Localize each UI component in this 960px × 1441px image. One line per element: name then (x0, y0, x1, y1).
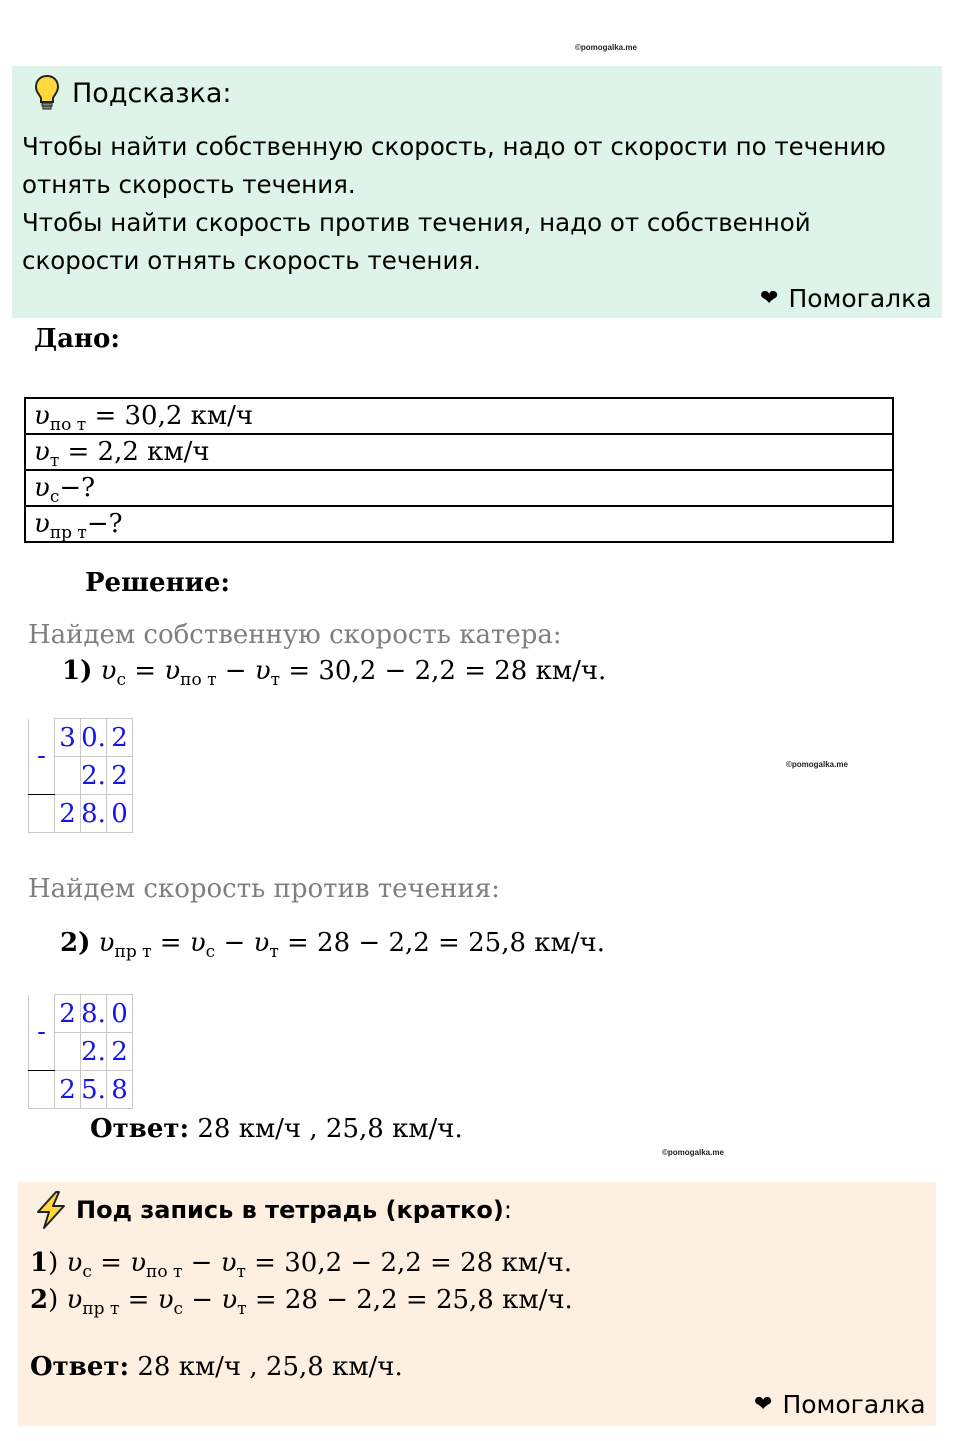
given-table (24, 397, 894, 543)
minus-sign: - (29, 719, 55, 795)
notebook-line-2: 2) $\upsilon_{пр т} = \upsilon_с - \upsilon_т = 28 - 2,2 = 25,8$ км/ч. (30, 1285, 573, 1319)
digit-cell: 2 (107, 1033, 133, 1071)
given-title: Дано: (34, 324, 120, 354)
lightbulb-icon (34, 74, 60, 112)
empty-cell (29, 795, 55, 833)
hint-text (22, 128, 922, 280)
brand-name: Помогалка (788, 284, 932, 313)
lightning-icon (32, 1190, 70, 1230)
digit-cell: 8. (81, 795, 107, 833)
hint-title: Подсказка: (72, 77, 232, 109)
solution-title: Решение: (85, 568, 231, 598)
watermark: ©pomogalka.me (662, 1148, 724, 1157)
step2-intro: Найдем скорость против течения: (28, 874, 500, 904)
column-subtraction-1 (28, 718, 133, 833)
digit-cell (55, 1033, 81, 1071)
step2-equation: 2) $\upsilon_{пр т} = \upsilon_с - \upsilon_т = 28 - 2,2 = 25,8$ км/ч. (60, 928, 605, 962)
given-row: $\upsilon_{пр т}-$? (25, 506, 893, 542)
given-row: $\upsilon_{по т} = 30,2$ км/ч (25, 398, 893, 434)
given-row: $\upsilon_т = 2,2$ км/ч (25, 434, 893, 470)
notebook-line-1: 1) $\upsilon_с = \upsilon_{по т} - \upsilon_т = 30,2 - 2,2 = 28$ км/ч. (30, 1248, 573, 1282)
column-subtraction-2 (28, 994, 133, 1109)
watermark: ©pomogalka.me (575, 43, 637, 52)
hint-header (34, 74, 232, 112)
answer-line: Ответ: 28 км/ч , 25,8 км/ч. (90, 1114, 463, 1144)
hint-line: отнять скорость течения. (22, 170, 356, 199)
given-row: $\upsilon_с-$? (25, 470, 893, 506)
brand-signature (754, 1390, 926, 1419)
hint-box (12, 66, 942, 318)
brand-name: Помогалка (782, 1390, 926, 1419)
digit-cell: 8 (107, 1071, 133, 1109)
digit-cell: 5. (81, 1071, 107, 1109)
digit-cell: 2 (107, 757, 133, 795)
hint-line: Чтобы найти скорость против течения, надо от собственной (22, 208, 811, 237)
heart-icon: ❤ (760, 286, 779, 311)
minus-sign: - (29, 995, 55, 1071)
hint-line: Чтобы найти собственную скорость, надо от скорости по течению (22, 132, 886, 161)
digit-cell: 3 (55, 719, 81, 757)
digit-cell: 8. (81, 995, 107, 1033)
digit-cell: 2 (55, 795, 81, 833)
hint-line: скорости отнять скорость течения. (22, 246, 481, 275)
digit-cell: 2. (81, 1033, 107, 1071)
digit-cell: 2 (107, 719, 133, 757)
empty-cell (29, 1071, 55, 1109)
digit-cell: 0. (81, 719, 107, 757)
digit-cell: 2 (55, 1071, 81, 1109)
watermark: ©pomogalka.me (786, 760, 848, 769)
notebook-answer: Ответ: 28 км/ч , 25,8 км/ч. (30, 1352, 403, 1382)
heart-icon: ❤ (754, 1392, 773, 1417)
brand-signature (760, 284, 932, 313)
notebook-header: Под запись в тетрадь (кратко) : (32, 1190, 512, 1230)
step1-intro: Найдем собственную скорость катера: (28, 620, 562, 650)
digit-cell: 0 (107, 795, 133, 833)
digit-cell: 2 (55, 995, 81, 1033)
notebook-title: Под запись в тетрадь (кратко) (76, 1196, 504, 1224)
digit-cell (55, 757, 81, 795)
digit-cell: 0 (107, 995, 133, 1033)
notebook-box (18, 1182, 936, 1426)
digit-cell: 2. (81, 757, 107, 795)
step1-equation: 1) $\upsilon_с = \upsilon_{по т} - \upsilon_т = 30,2 - 2,2 = 28$ км/ч. (62, 656, 607, 690)
